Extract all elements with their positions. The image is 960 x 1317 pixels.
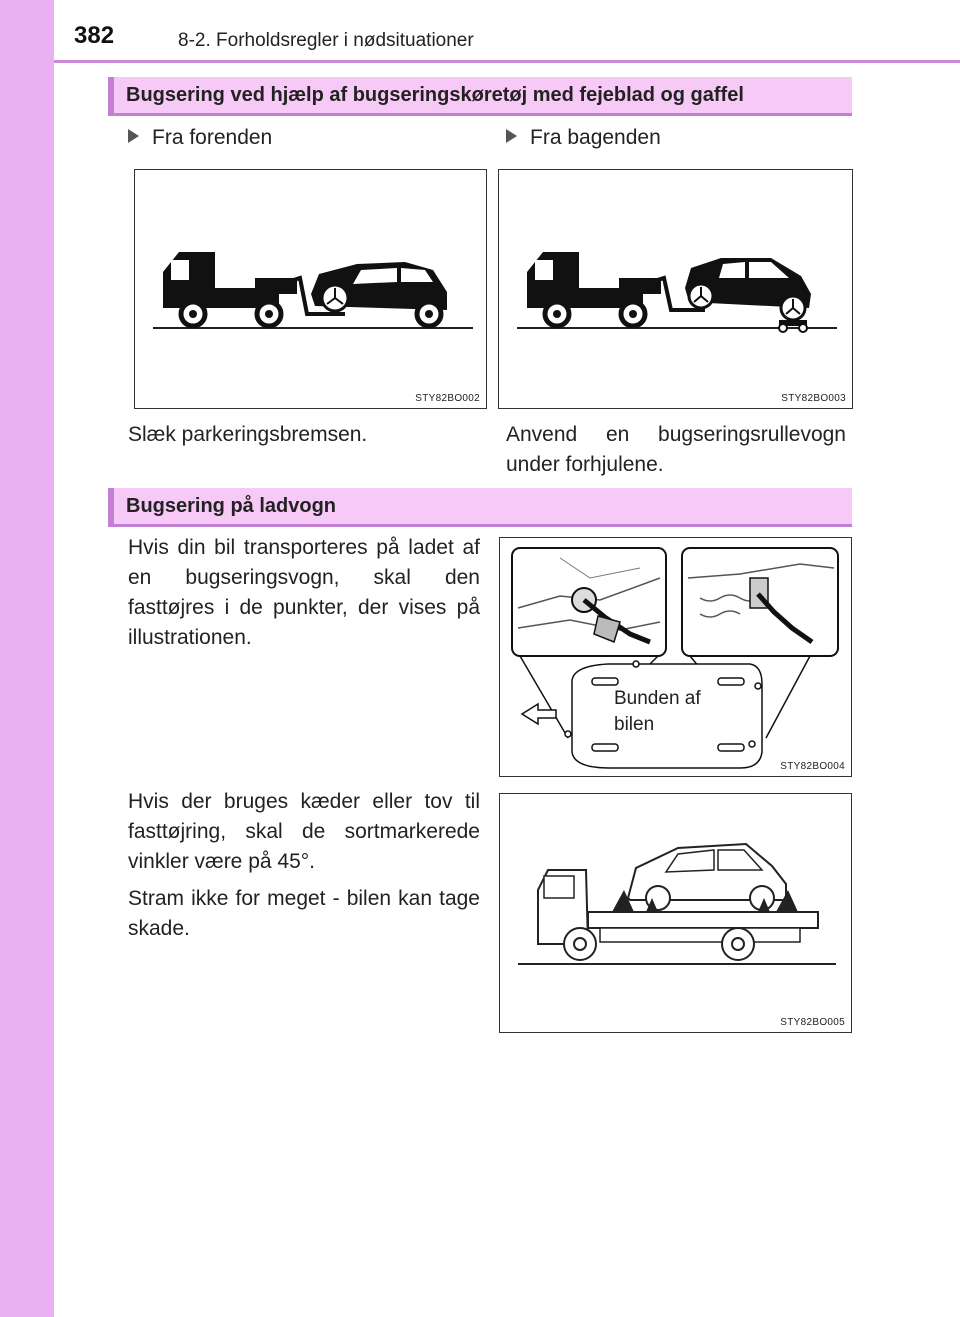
bullet-from-front bbox=[128, 126, 272, 150]
tiedown-points-illustration bbox=[500, 538, 853, 778]
chapter-title: 8-2. Forholdsregler i nødsituationer bbox=[178, 30, 474, 51]
page-number: 382 bbox=[74, 22, 115, 49]
bullet-text: Fra forenden bbox=[152, 126, 273, 149]
figure-tow-front bbox=[134, 169, 487, 409]
caption-release-parking-brake: Slæk parkeringsbremsen. bbox=[128, 423, 368, 446]
bullet-from-rear bbox=[506, 126, 661, 150]
figure-code: STY82BO002 bbox=[415, 393, 480, 404]
caption-dolly-line2: under forhjulene. bbox=[506, 453, 664, 476]
figure-flatbed-truck bbox=[499, 793, 852, 1033]
callout-label-line1: Bunden af bbox=[614, 688, 701, 709]
section-heading-towing-wheel-lift bbox=[108, 77, 852, 113]
tow-truck-front-illustration bbox=[135, 170, 488, 410]
caption-dolly-line1: Anvend en bugseringsrullevogn bbox=[506, 423, 846, 446]
section-heading-flatbed bbox=[108, 488, 852, 524]
section-heading-text: Bugsering ved hjælp af bugseringskøretøj med fejeblad og gaffel bbox=[126, 84, 744, 106]
paragraph-flatbed-tiedown: Hvis din bil transporteres på ladet af en bugseringsvogn, skal den fasttøjres i de punkter, der vises på illustrationen. bbox=[128, 536, 480, 649]
figure-tow-rear bbox=[498, 169, 853, 409]
figure-code: STY82BO004 bbox=[780, 761, 845, 772]
triangle-bullet-icon bbox=[506, 129, 517, 143]
figure-code: STY82BO003 bbox=[781, 393, 846, 404]
paragraph-do-not-overtighten: Stram ikke for meget - bilen kan tage skade. bbox=[128, 887, 480, 940]
figure-code: STY82BO005 bbox=[780, 1017, 845, 1028]
header-divider bbox=[54, 60, 960, 63]
bullet-text: Fra bagenden bbox=[530, 126, 661, 149]
section-heading-text: Bugsering på ladvogn bbox=[126, 495, 337, 517]
figure-tiedown-points bbox=[499, 537, 852, 777]
tow-truck-rear-illustration bbox=[499, 170, 854, 410]
section-divider bbox=[108, 113, 852, 116]
side-tab bbox=[0, 0, 54, 1317]
flatbed-truck-illustration bbox=[500, 794, 853, 1034]
callout-label-line2: bilen bbox=[614, 714, 655, 735]
paragraph-chain-angle: Hvis der bruges kæder eller tov til fasttøjring, skal de sortmarkerede vinkler være på 45°. bbox=[128, 790, 480, 873]
triangle-bullet-icon bbox=[128, 129, 139, 143]
section-divider bbox=[108, 524, 852, 527]
